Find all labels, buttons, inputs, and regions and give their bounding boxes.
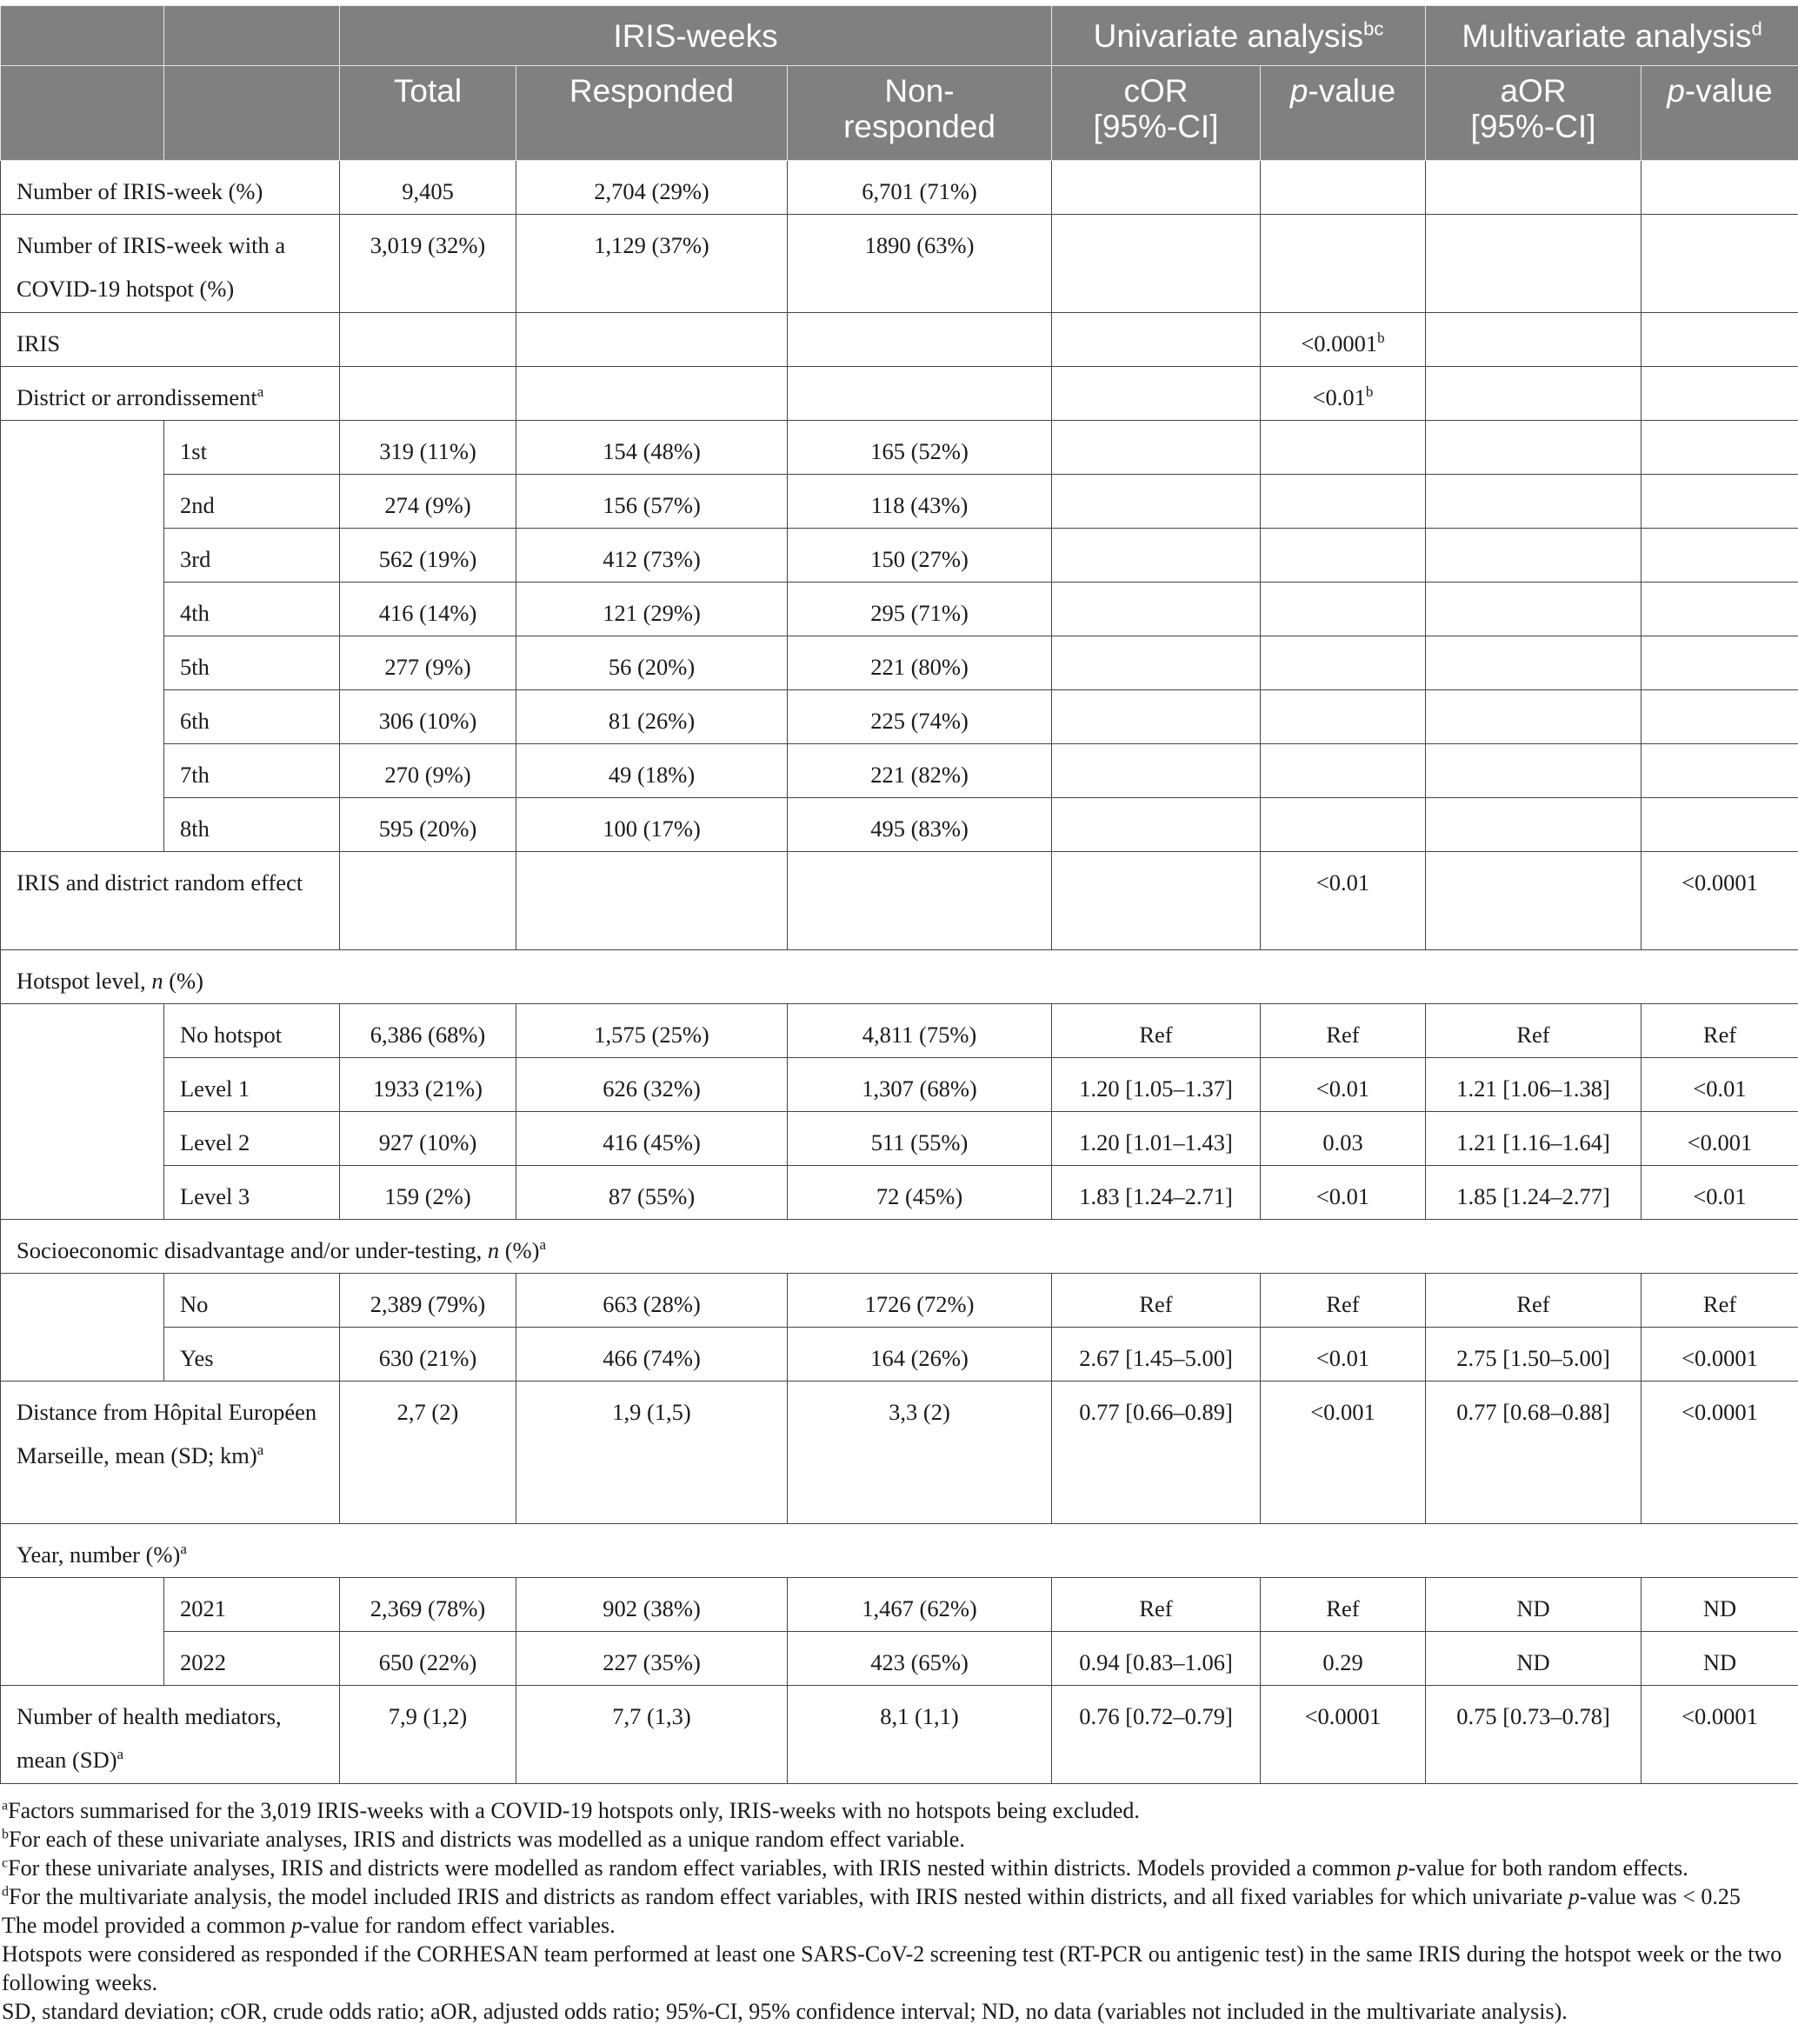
row-sublabel: 3rd xyxy=(164,529,340,583)
table-row xyxy=(1,1328,1798,1382)
cell-total: 3,019 (32%) xyxy=(340,215,516,313)
cell-multivariate-pvalue: <0.0001 xyxy=(1642,1328,1798,1382)
header-multivariate-pvalue: p-value xyxy=(1642,66,1798,161)
cell-total: 927 (10%) xyxy=(340,1112,516,1166)
cell-multivariate-pvalue: Ref xyxy=(1642,1004,1798,1058)
cell-cor xyxy=(1052,798,1261,852)
cell-cor xyxy=(1052,636,1261,690)
row-sublabel: 5th xyxy=(164,636,340,690)
header-aor: aOR [95%-CI] xyxy=(1426,66,1642,161)
cell-total: 1933 (21%) xyxy=(340,1058,516,1112)
cell-responded xyxy=(516,313,788,367)
cell-responded: 1,9 (1,5) xyxy=(516,1382,788,1524)
cell-multivariate-pvalue: Ref xyxy=(1642,1274,1798,1328)
table-row xyxy=(1,367,1798,421)
cell-multivariate-pvalue xyxy=(1642,744,1798,798)
cell-univariate-pvalue: <0.01 xyxy=(1261,852,1426,950)
cell-responded: 1,575 (25%) xyxy=(516,1004,788,1058)
cell-univariate-pvalue: Ref xyxy=(1261,1274,1426,1328)
cell-total: 306 (10%) xyxy=(340,690,516,744)
cell-aor xyxy=(1426,583,1642,636)
table-row xyxy=(1,636,1798,690)
cell-aor: 0.75 [0.73–0.78] xyxy=(1426,1686,1642,1784)
cell-multivariate-pvalue xyxy=(1642,313,1798,367)
cell-multivariate-pvalue xyxy=(1642,636,1798,690)
cell-univariate-pvalue: <0.01$^b$ xyxy=(1261,367,1426,421)
cell-multivariate-pvalue xyxy=(1642,690,1798,744)
cell-nonresponded: 1,467 (62%) xyxy=(788,1578,1052,1632)
cell-cor: 2.67 [1.45–5.00] xyxy=(1052,1328,1261,1382)
header-responded: Responded xyxy=(516,66,788,161)
table-row xyxy=(1,1382,1798,1524)
cell-aor: Ref xyxy=(1426,1274,1642,1328)
cell-univariate-pvalue xyxy=(1261,215,1426,313)
cell-responded: 227 (35%) xyxy=(516,1632,788,1686)
cell-responded: 154 (48%) xyxy=(516,421,788,475)
footnote-hotspot-definition: Hotspots were considered as responded if the CORHESAN team performed at least one SARS-CoV-2 screening test (RT-PCR ou antigenic test) in the same IRIS during the hotspot week or the two following weeks. xyxy=(2,1941,1782,1995)
cell-nonresponded: 225 (74%) xyxy=(788,690,1052,744)
cell-responded: 121 (29%) xyxy=(516,583,788,636)
cell-multivariate-pvalue: <0.01 xyxy=(1642,1166,1798,1220)
row-sublabel: 6th xyxy=(164,690,340,744)
row-sublabel: Level 1 xyxy=(164,1058,340,1112)
row-sublabel: 2021 xyxy=(164,1578,340,1632)
cell-total: 7,9 (1,2) xyxy=(340,1686,516,1784)
table-row xyxy=(1,161,1798,215)
cell-univariate-pvalue xyxy=(1261,636,1426,690)
cell-nonresponded: 150 (27%) xyxy=(788,529,1052,583)
cell-multivariate-pvalue xyxy=(1642,798,1798,852)
cell-cor xyxy=(1052,215,1261,313)
cell-nonresponded: 164 (26%) xyxy=(788,1328,1052,1382)
cell-univariate-pvalue xyxy=(1261,161,1426,215)
footnote-d-continued: The model provided a common p-value for random effect variables. xyxy=(2,1913,616,1938)
cell-nonresponded: 6,701 (71%) xyxy=(788,161,1052,215)
cell-responded: 81 (26%) xyxy=(516,690,788,744)
cell-cor xyxy=(1052,367,1261,421)
cell-univariate-pvalue xyxy=(1261,744,1426,798)
cell-multivariate-pvalue: <0.01 xyxy=(1642,1058,1798,1112)
cell-nonresponded: 1890 (63%) xyxy=(788,215,1052,313)
table-row xyxy=(1,313,1798,367)
row-label: Socioeconomic disadvantage and/or under-testing, n (%)$^a$ xyxy=(1,1220,1798,1274)
cell-responded xyxy=(516,367,788,421)
cell-aor xyxy=(1426,744,1642,798)
cell-aor: Ref xyxy=(1426,1004,1642,1058)
cell-total: 650 (22%) xyxy=(340,1632,516,1686)
indent-cell xyxy=(1,1578,164,1686)
cell-total: 2,369 (78%) xyxy=(340,1578,516,1632)
row-sublabel: 2nd xyxy=(164,475,340,529)
cell-multivariate-pvalue xyxy=(1642,367,1798,421)
footnote-abbreviations: SD, standard deviation; cOR, crude odds ratio; aOR, adjusted odds ratio; 95%-CI, 95% confidence interval; ND, no data (variables not included in the multivariate analysis). xyxy=(2,1999,1568,2024)
cell-cor: 1.20 [1.05–1.37] xyxy=(1052,1058,1261,1112)
table-row xyxy=(1,1166,1798,1220)
cell-univariate-pvalue xyxy=(1261,529,1426,583)
cell-responded xyxy=(516,852,788,950)
cell-total: 562 (19%) xyxy=(340,529,516,583)
cell-total: 595 (20%) xyxy=(340,798,516,852)
row-label: Number of IRIS-week with a COVID-19 hotspot (%) xyxy=(1,215,340,313)
cell-responded: 412 (73%) xyxy=(516,529,788,583)
cell-aor xyxy=(1426,367,1642,421)
cell-responded: 156 (57%) xyxy=(516,475,788,529)
cell-aor xyxy=(1426,636,1642,690)
table-footnotes xyxy=(0,1784,1793,2026)
cell-aor: ND xyxy=(1426,1578,1642,1632)
cell-aor: 0.77 [0.68–0.88] xyxy=(1426,1382,1642,1524)
cell-cor xyxy=(1052,690,1261,744)
cell-univariate-pvalue: 0.29 xyxy=(1261,1632,1426,1686)
cell-multivariate-pvalue xyxy=(1642,529,1798,583)
row-sublabel: 7th xyxy=(164,744,340,798)
header-group-iris-weeks: IRIS-weeks xyxy=(340,6,1052,66)
cell-multivariate-pvalue: <0.0001 xyxy=(1642,852,1798,950)
cell-responded: 902 (38%) xyxy=(516,1578,788,1632)
cell-nonresponded: 4,811 (75%) xyxy=(788,1004,1052,1058)
cell-responded: 2,704 (29%) xyxy=(516,161,788,215)
cell-cor xyxy=(1052,583,1261,636)
cell-aor xyxy=(1426,798,1642,852)
cell-cor xyxy=(1052,744,1261,798)
cell-aor xyxy=(1426,690,1642,744)
header-univariate-pvalue: p-value xyxy=(1261,66,1426,161)
cell-multivariate-pvalue: <0.0001 xyxy=(1642,1686,1798,1784)
footnote-a: $^a$Factors summarised for the 3,019 IRIS-weeks with a COVID-19 hotspots only, IRIS-weeks with no hotspots being excluded. xyxy=(2,1798,1140,1823)
cell-nonresponded: 8,1 (1,1) xyxy=(788,1686,1052,1784)
cell-nonresponded: 221 (82%) xyxy=(788,744,1052,798)
results-table xyxy=(0,5,1798,1784)
row-label: Distance from Hôpital Européen Marseille, mean (SD; km)$^a$ xyxy=(1,1382,340,1524)
header-blank xyxy=(164,66,340,161)
cell-total: 277 (9%) xyxy=(340,636,516,690)
cell-nonresponded: 1726 (72%) xyxy=(788,1274,1052,1328)
cell-multivariate-pvalue xyxy=(1642,421,1798,475)
cell-nonresponded: 295 (71%) xyxy=(788,583,1052,636)
row-label: District or arrondissement$^a$ xyxy=(1,367,340,421)
cell-univariate-pvalue: Ref xyxy=(1261,1004,1426,1058)
cell-responded: 56 (20%) xyxy=(516,636,788,690)
cell-responded: 7,7 (1,3) xyxy=(516,1686,788,1784)
indent-cell xyxy=(1,1004,164,1220)
cell-responded: 49 (18%) xyxy=(516,744,788,798)
table-row xyxy=(1,798,1798,852)
cell-multivariate-pvalue xyxy=(1642,161,1798,215)
cell-total: 319 (11%) xyxy=(340,421,516,475)
cell-nonresponded: 423 (65%) xyxy=(788,1632,1052,1686)
cell-total: 2,7 (2) xyxy=(340,1382,516,1524)
cell-total: 270 (9%) xyxy=(340,744,516,798)
cell-multivariate-pvalue: ND xyxy=(1642,1632,1798,1686)
cell-cor xyxy=(1052,313,1261,367)
cell-total xyxy=(340,313,516,367)
table-row xyxy=(1,1112,1798,1166)
table-row xyxy=(1,529,1798,583)
row-sublabel: 4th xyxy=(164,583,340,636)
indent-cell xyxy=(1,421,164,852)
row-sublabel: Yes xyxy=(164,1328,340,1382)
row-label: Number of IRIS-week (%) xyxy=(1,161,340,215)
table-row xyxy=(1,1686,1798,1784)
table-header xyxy=(1,6,1798,161)
cell-nonresponded: 118 (43%) xyxy=(788,475,1052,529)
cell-aor xyxy=(1426,161,1642,215)
table-body xyxy=(1,161,1798,1784)
row-sublabel: Level 2 xyxy=(164,1112,340,1166)
cell-univariate-pvalue xyxy=(1261,421,1426,475)
cell-cor xyxy=(1052,421,1261,475)
row-label: Year, number (%)$^a$ xyxy=(1,1524,1798,1578)
cell-cor: 0.76 [0.72–0.79] xyxy=(1052,1686,1261,1784)
footnote-c: $^c$For these univariate analyses, IRIS and districts were modelled as random effect variables, with IRIS nested within districts. Models provided a common p-value for both random effects. xyxy=(2,1855,1688,1881)
cell-cor: 0.77 [0.66–0.89] xyxy=(1052,1382,1261,1524)
table-row xyxy=(1,583,1798,636)
table-row xyxy=(1,1632,1798,1686)
cell-univariate-pvalue xyxy=(1261,583,1426,636)
cell-multivariate-pvalue xyxy=(1642,583,1798,636)
cell-responded: 466 (74%) xyxy=(516,1328,788,1382)
table-row xyxy=(1,475,1798,529)
cell-cor xyxy=(1052,529,1261,583)
header-blank xyxy=(1,66,164,161)
header-group-univariate: Univariate analysis$^{bc}$ xyxy=(1052,6,1426,66)
cell-nonresponded: 165 (52%) xyxy=(788,421,1052,475)
table-figure xyxy=(0,5,1798,2026)
cell-univariate-pvalue: <0.01 xyxy=(1261,1058,1426,1112)
cell-total: 2,389 (79%) xyxy=(340,1274,516,1328)
footnote-d: $^d$For the multivariate analysis, the model included IRIS and districts as random effect variables, with IRIS nested within districts, and all fixed variables for which univariate p-value was < 0.25 xyxy=(2,1884,1741,1909)
cell-responded: 626 (32%) xyxy=(516,1058,788,1112)
cell-aor xyxy=(1426,421,1642,475)
cell-cor: Ref xyxy=(1052,1274,1261,1328)
cell-univariate-pvalue: <0.0001$^b$ xyxy=(1261,313,1426,367)
cell-multivariate-pvalue xyxy=(1642,215,1798,313)
row-sublabel: 1st xyxy=(164,421,340,475)
table-row xyxy=(1,421,1798,475)
cell-cor: Ref xyxy=(1052,1578,1261,1632)
cell-total: 416 (14%) xyxy=(340,583,516,636)
cell-univariate-pvalue: Ref xyxy=(1261,1578,1426,1632)
cell-multivariate-pvalue xyxy=(1642,475,1798,529)
table-row xyxy=(1,1274,1798,1328)
header-cor: cOR [95%-CI] xyxy=(1052,66,1261,161)
cell-total: 274 (9%) xyxy=(340,475,516,529)
indent-cell xyxy=(1,1274,164,1382)
header-blank xyxy=(164,6,340,66)
table-row xyxy=(1,950,1798,1004)
row-label: Hotspot level, n (%) xyxy=(1,950,1798,1004)
cell-cor xyxy=(1052,475,1261,529)
cell-cor: 1.83 [1.24–2.71] xyxy=(1052,1166,1261,1220)
cell-univariate-pvalue: <0.01 xyxy=(1261,1328,1426,1382)
cell-nonresponded: 511 (55%) xyxy=(788,1112,1052,1166)
table-row xyxy=(1,1004,1798,1058)
cell-aor: 1.85 [1.24–2.77] xyxy=(1426,1166,1642,1220)
cell-responded: 416 (45%) xyxy=(516,1112,788,1166)
cell-aor: 2.75 [1.50–5.00] xyxy=(1426,1328,1642,1382)
cell-total xyxy=(340,367,516,421)
cell-univariate-pvalue xyxy=(1261,690,1426,744)
row-sublabel: 2022 xyxy=(164,1632,340,1686)
cell-univariate-pvalue: <0.0001 xyxy=(1261,1686,1426,1784)
cell-cor: 1.20 [1.01–1.43] xyxy=(1052,1112,1261,1166)
cell-cor xyxy=(1052,161,1261,215)
cell-univariate-pvalue: <0.001 xyxy=(1261,1382,1426,1524)
table-row xyxy=(1,852,1798,950)
cell-univariate-pvalue: <0.01 xyxy=(1261,1166,1426,1220)
cell-aor: 1.21 [1.16–1.64] xyxy=(1426,1112,1642,1166)
table-row xyxy=(1,215,1798,313)
cell-univariate-pvalue xyxy=(1261,798,1426,852)
header-blank xyxy=(1,6,164,66)
cell-responded: 87 (55%) xyxy=(516,1166,788,1220)
table-row xyxy=(1,1220,1798,1274)
cell-responded: 663 (28%) xyxy=(516,1274,788,1328)
cell-nonresponded: 495 (83%) xyxy=(788,798,1052,852)
cell-cor: 0.94 [0.83–1.06] xyxy=(1052,1632,1261,1686)
cell-aor xyxy=(1426,852,1642,950)
cell-multivariate-pvalue: <0.001 xyxy=(1642,1112,1798,1166)
header-group-multivariate: Multivariate analysis$^d$ xyxy=(1426,6,1798,66)
table-row xyxy=(1,1578,1798,1632)
cell-cor: Ref xyxy=(1052,1004,1261,1058)
cell-aor xyxy=(1426,215,1642,313)
cell-responded: 100 (17%) xyxy=(516,798,788,852)
header-nonresponded: Non- responded xyxy=(788,66,1052,161)
table-row xyxy=(1,744,1798,798)
cell-nonresponded xyxy=(788,852,1052,950)
cell-nonresponded: 72 (45%) xyxy=(788,1166,1052,1220)
cell-nonresponded xyxy=(788,313,1052,367)
table-row xyxy=(1,1058,1798,1112)
cell-aor xyxy=(1426,313,1642,367)
row-label: Number of health mediators, mean (SD)$^a$ xyxy=(1,1686,340,1784)
cell-nonresponded: 1,307 (68%) xyxy=(788,1058,1052,1112)
row-sublabel: 8th xyxy=(164,798,340,852)
cell-nonresponded: 221 (80%) xyxy=(788,636,1052,690)
cell-univariate-pvalue xyxy=(1261,475,1426,529)
cell-nonresponded xyxy=(788,367,1052,421)
row-sublabel: No xyxy=(164,1274,340,1328)
cell-total: 6,386 (68%) xyxy=(340,1004,516,1058)
cell-aor: ND xyxy=(1426,1632,1642,1686)
footnote-b: $^b$For each of these univariate analyses, IRIS and districts was modelled as a unique random effect variable. xyxy=(2,1827,965,1852)
cell-multivariate-pvalue: ND xyxy=(1642,1578,1798,1632)
cell-univariate-pvalue: 0.03 xyxy=(1261,1112,1426,1166)
table-row xyxy=(1,1524,1798,1578)
cell-total: 630 (21%) xyxy=(340,1328,516,1382)
cell-aor: 1.21 [1.06–1.38] xyxy=(1426,1058,1642,1112)
table-row xyxy=(1,690,1798,744)
cell-multivariate-pvalue: <0.0001 xyxy=(1642,1382,1798,1524)
cell-nonresponded: 3,3 (2) xyxy=(788,1382,1052,1524)
cell-total xyxy=(340,852,516,950)
header-total: Total xyxy=(340,66,516,161)
cell-total: 159 (2%) xyxy=(340,1166,516,1220)
cell-aor xyxy=(1426,475,1642,529)
row-label: IRIS and district random effect xyxy=(1,852,340,950)
cell-aor xyxy=(1426,529,1642,583)
cell-total: 9,405 xyxy=(340,161,516,215)
row-sublabel: No hotspot xyxy=(164,1004,340,1058)
cell-cor xyxy=(1052,852,1261,950)
row-label: IRIS xyxy=(1,313,340,367)
cell-responded: 1,129 (37%) xyxy=(516,215,788,313)
row-sublabel: Level 3 xyxy=(164,1166,340,1220)
